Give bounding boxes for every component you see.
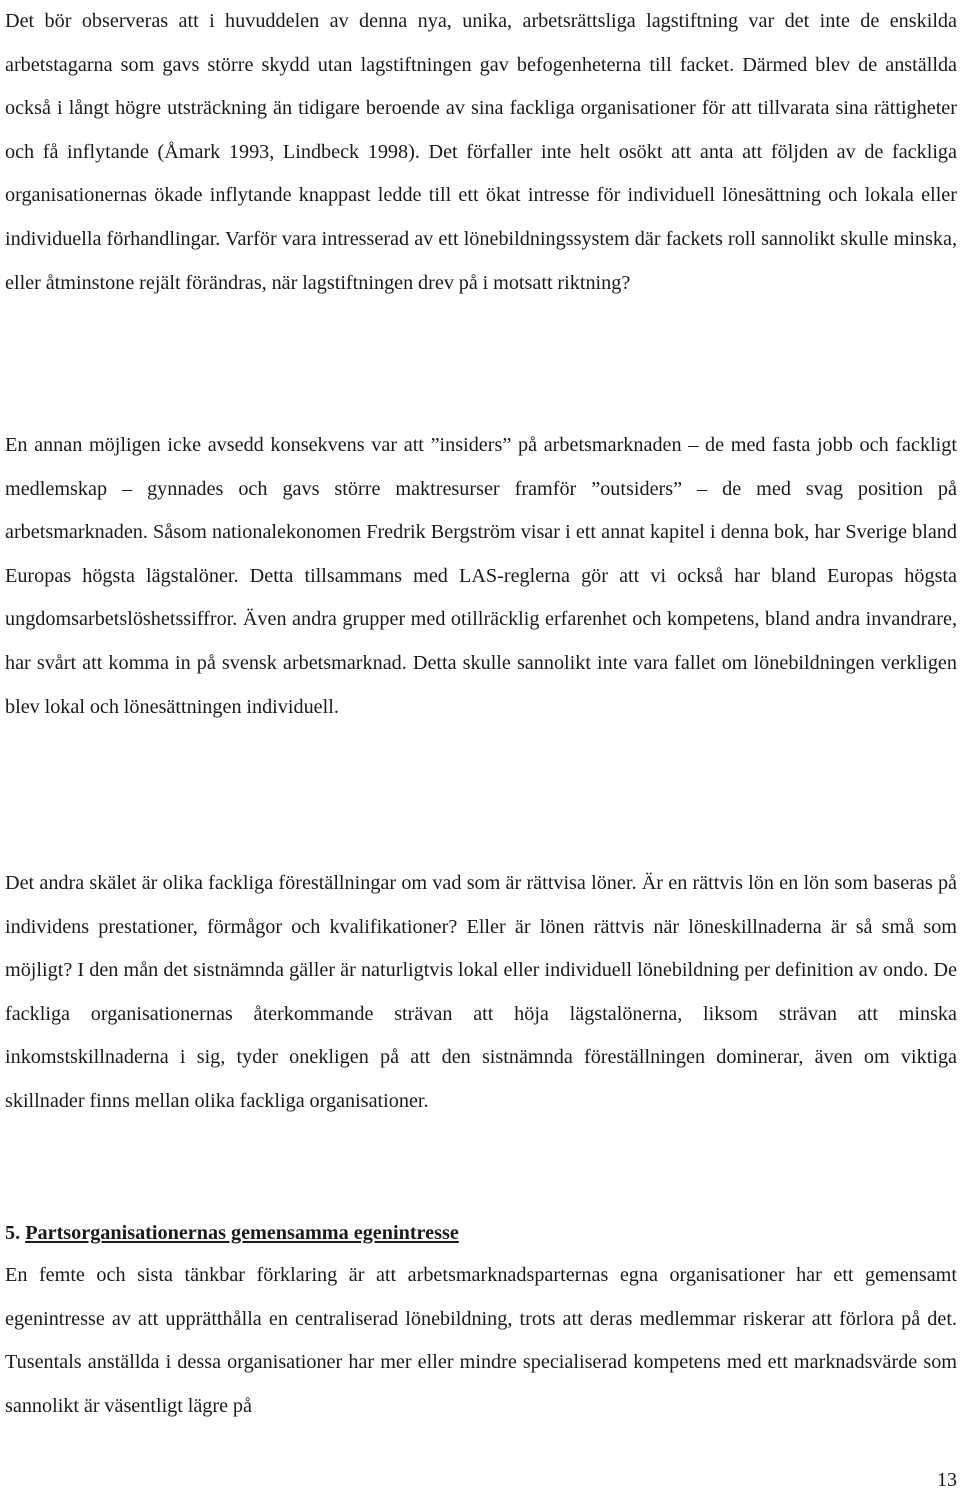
- section-paragraph: En femte och sista tänkbar förklaring är att arbetsmarknadsparternas egna organisationer har ett gemensamt egenintresse av att upprätthålla en centraliserad lönebildning, trots att deras medlemmar riskerar att förlora på det. Tusentals anställda i dessa organisationer har mer eller mindre specialiserad kompetens med ett marknadsvärde som sannolikt är väsentligt lägre på: [5, 1264, 957, 1417]
- body-paragraph-2: En annan möjligen icke avsedd konsekvens var att ”insiders” på arbetsmarknaden – de med fasta jobb och fackligt medlemskap – gynnades och gavs större maktresurser framför ”outsiders” – de med svag position på arbetsmarknaden. Såsom nationalekonomen Fredrik Bergström visar i ett annat kapitel i denna bok, har Sverige bland Europas högsta lägstalöner. Detta tillsammans med LAS-reglerna gör att vi också har bland Europas högsta ungdomsarbetslöshetssiffror. Även andra grupper med otillräcklig erfarenhet och kompetens, bland andra invandrare, har svårt att komma in på svensk arbetsmarknad. Detta skulle sannolikt inte vara fallet om lönebildningen verkligen blev lokal och lönesättningen individuell.: [5, 434, 957, 718]
- section-number: 5.: [5, 1222, 21, 1244]
- body-paragraph-3: Det andra skälet är olika fackliga föreställningar om vad som är rättvisa löner. Är en rättvis lön en lön som baseras på individens prestationer, förmågor och kvalifikationer? Eller är lönen rättvis när löneskillnaderna är så små som möjligt? I den mån det sistnämnda gäller är naturligtvis lokal eller individuell lönebildning per definition av ondo. De fackliga organisationernas återkommande strävan att höja lägstalönerna, liksom strävan att minska inkomstskillnaderna i sig, tyder onekligen på att den sistnämnda föreställningen dominerar, även om viktiga skillnader finns mellan olika fackliga organisationer.: [5, 872, 957, 1112]
- page-number: 13: [937, 1469, 957, 1491]
- body-paragraph-1: Det bör observeras att i huvuddelen av denna nya, unika, arbetsrättsliga lagstiftning var det inte de enskilda arbetstagarna som gavs större skydd utan lagstiftningen gav befogenheterna till facket. Därmed blev de anställda också i långt högre utsträckning än tidigare beroende av sina fackliga organisationer för att tillvarata sina rättigheter och få inflytande (Åmark 1993, Lindbeck 1998). Det förfaller inte helt osökt att anta att följden av de fackliga organisationernas ökade inflytande knappast ledde till ett ökat intresse för individuell lönesättning och lokala eller individuella förhandlingar. Varför vara intresserad av ett lönebildningssystem där fackets roll sannolikt skulle minska, eller åtminstone rejält förändras, när lagstiftningen drev på i motsatt riktning?: [5, 10, 957, 294]
- section-heading: [5, 1219, 957, 1247]
- section-title: Partsorganisationernas gemensamma egenintresse: [25, 1222, 459, 1244]
